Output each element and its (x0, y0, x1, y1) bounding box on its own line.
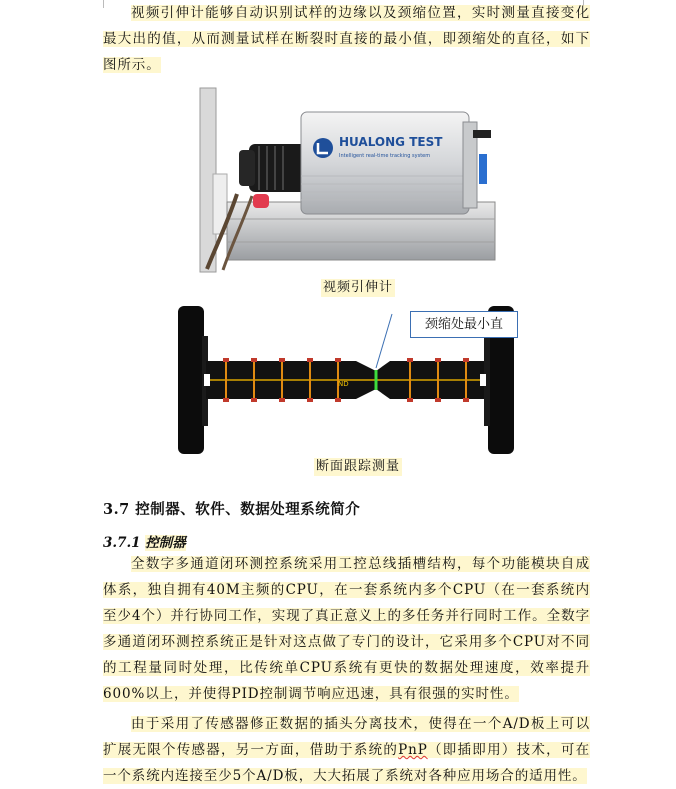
subsection-title: 控制器 (145, 535, 186, 551)
brand-text: HUALONG TEST (339, 135, 443, 149)
intro-paragraph-text: 视频引伸计能够自动识别试样的边缘以及颈缩位置，实时测量直接变化最大出的值，从而测量试样在断裂时直接的最小值，即颈缩处的直径，如下图所示。 (103, 5, 590, 73)
sensor-text-before: 由于采用了传感器修正数据的插头分离技术，使得在一个A/D板上可以扩展无限个传感器，另一方面，借助于系统的 (103, 716, 590, 758)
video-extensometer-image (197, 84, 501, 276)
figure1-caption: 视频引伸计 (323, 280, 394, 295)
section-heading: 3.7 控制器、软件、数据处理系统简介 (103, 501, 361, 518)
sensor-text-after: （即插即用）技术，可在一个系统内连接至少5个A/D板，大大拓展了系统对各种应用场合的适用性。 (103, 742, 591, 784)
sensor-paragraph-text (103, 716, 590, 784)
intro-paragraph (103, 0, 590, 78)
figure2-caption: 断面跟踪测量 (316, 459, 401, 474)
necking-callout: 颈缩处最小直 (410, 311, 518, 338)
subsection-number: 3.7.1 (103, 535, 141, 551)
nd-label: ND (338, 380, 349, 388)
pnp-term: PnP (398, 742, 428, 758)
sensor-paragraph (103, 711, 590, 789)
controller-paragraph-text: 全数字多通道闭环测控系统采用工控总线插槽结构，每个功能模块自成体系，独自拥有40M主频的CPU，在一套系统内多个CPU（在一套系统内至少4个）并行协同工作，实现了真正意义上的多任务并行同时工作。全数字多通道闭环测控系统正是针对这点做了专门的设计，它采用多个CPU对不同的工程量同时处理，比传统单CPU系统有更快的数据处理速度，效率提升600%以上，并使得PID控制调节响应迅速，具有很强的实时性。 (103, 556, 590, 702)
brand-subtext: Intelligent real-time tracking system (339, 153, 431, 159)
controller-paragraph (103, 551, 590, 707)
subsection-heading (103, 531, 186, 551)
